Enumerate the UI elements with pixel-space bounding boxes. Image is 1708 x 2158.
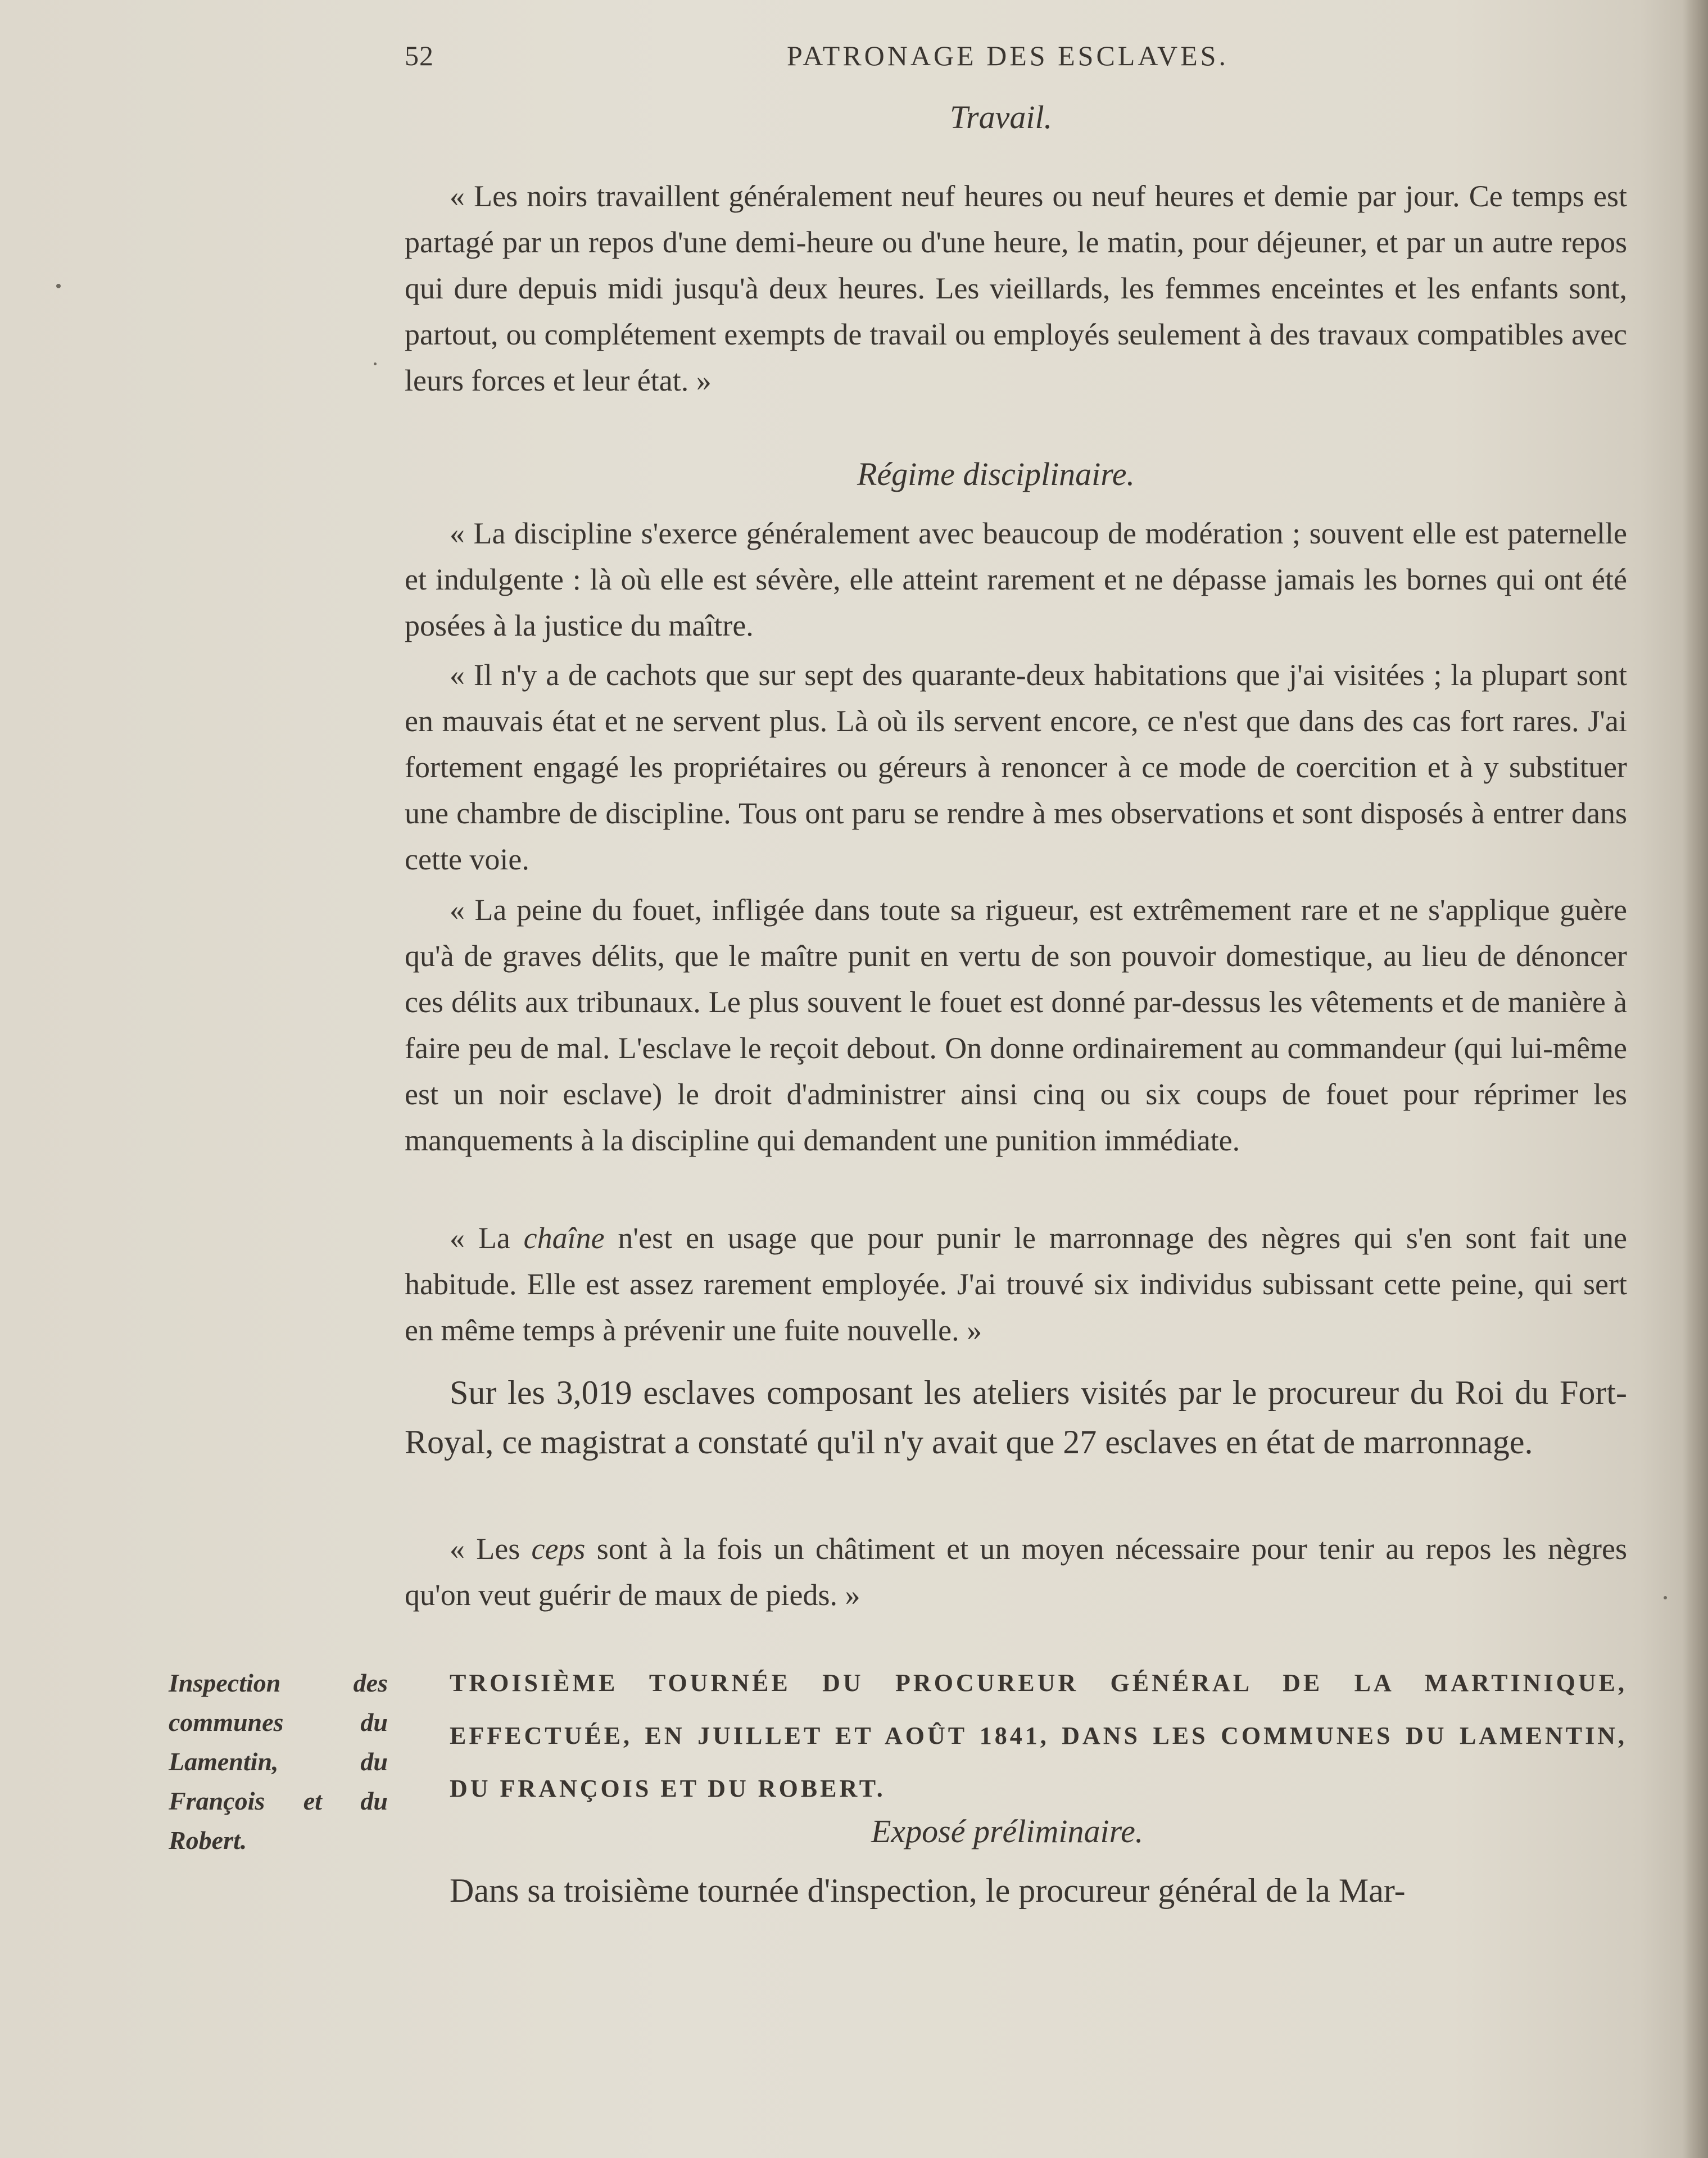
paper-speck — [56, 284, 61, 288]
paper-speck — [1664, 1596, 1667, 1599]
paragraph-fouet: « La peine du fouet, infligée dans toute sa rigueur, est extrêmement rare et ne s'applique guère qu'à de graves délits, que le maître punit en vertu de son pouvoir domestique, au lieu de dénoncer ces délits aux tribunaux. Le plus souvent le fouet est donné par-dessus les vêtements et de manière à faire peu de mal. L'esclave le reçoit debout. On donne ordinairement au commandeur (qui lui-même est un noir esclave) le droit d'administrer ainsi cinq ou six coups de fouet pour réprimer les manquements à la discipline qui demandent une punition immédiate. — [405, 893, 1627, 1157]
paragraph-travail: « Les noirs travaillent généralement neuf heures ou neuf heures et demie par jour. Ce temps est partagé par un repos d'une demi-heure ou d'une heure, le matin, pour déjeuner, et par un autre repos qui dure depuis midi jusqu'à deux heures. Les vieillards, les femmes enceintes et les enfants sont, partout, ou complétement exempts de travail ou employés seulement à des travaux compatibles avec leurs forces et leur état. » — [405, 179, 1627, 397]
paragraph-chaine — [405, 1215, 1627, 1353]
page-number: 52 — [405, 40, 434, 71]
section-title-expose: Exposé préliminaire. — [871, 1813, 1144, 1849]
paragraph-cachots: « Il n'y a de cachots que sur sept des quarante-deux habitations que j'ai visitées ; la plupart sont en mauvais état et ne servent plus. Là où ils servent encore, ce n'est que dans des cas fort rares. J'ai fortement engagé les propriétaires ou géreurs à renoncer à ce mode de coercition et à y substituer une chambre de discipline. Tous ont paru se rendre à mes observations et sont disposés à entrer dans cette voie. — [405, 658, 1627, 876]
running-title: PATRONAGE DES ESCLAVES. — [787, 40, 1229, 71]
paragraph-tournee-inspection: Dans sa troisième tournée d'inspection, le procureur général de la Mar- — [450, 1872, 1406, 1909]
paper-speck — [374, 362, 377, 365]
chaine-text-start: « La — [450, 1221, 524, 1255]
page-header — [393, 39, 1630, 79]
paragraph-marronnage: Sur les 3,019 esclaves composant les ateliers visités par le procureur du Roi du Fort-Royal, ce magistrat a constaté qu'il n'y avait que 27 esclaves en état de marronnage. — [405, 1374, 1627, 1461]
paragraph-ceps — [405, 1526, 1627, 1618]
chaine-text-end: n'est en usage que pour punir le marronnage des nègres qui s'en sont fait une habitude. Elle est assez rarement employée. J'ai trouvé six individus subissant cette peine, qui sert en même temps à prévenir une fuite nouvelle. » — [405, 1221, 1628, 1347]
book-gutter-shadow — [1683, 0, 1708, 2158]
margin-note: Inspection des communes du Lamentin, du François et du Robert. — [169, 1669, 388, 1855]
section-title-regime: Régime disciplinaire. — [857, 456, 1135, 492]
heading-troisieme-tournee: TROISIÈME TOURNÉE DU PROCUREUR GÉNÉRAL DE LA MARTINIQUE, EFFECTUÉE, EN JUILLET ET AOÛT 1841, DANS LES COMMUNES DU LAMENTIN, DU FRANÇOIS ET DU ROBERT. — [450, 1669, 1627, 1802]
ceps-text-start: « Les — [450, 1532, 532, 1566]
section-title-travail: Travail. — [950, 99, 1053, 135]
ceps-emphasis: ceps — [531, 1532, 586, 1566]
chaine-emphasis: chaîne — [523, 1221, 605, 1255]
ceps-text-end: sont à la fois un châtiment et un moyen nécessaire pour tenir au repos les nègres qu'on veut guérir de maux de pieds. » — [405, 1532, 1627, 1612]
paragraph-discipline: « La discipline s'exerce généralement avec beaucoup de modération ; souvent elle est paternelle et indulgente : là où elle est sévère, elle atteint rarement et ne dépasse jamais les bornes qui ont été posées à la justice du maître. — [405, 516, 1627, 642]
